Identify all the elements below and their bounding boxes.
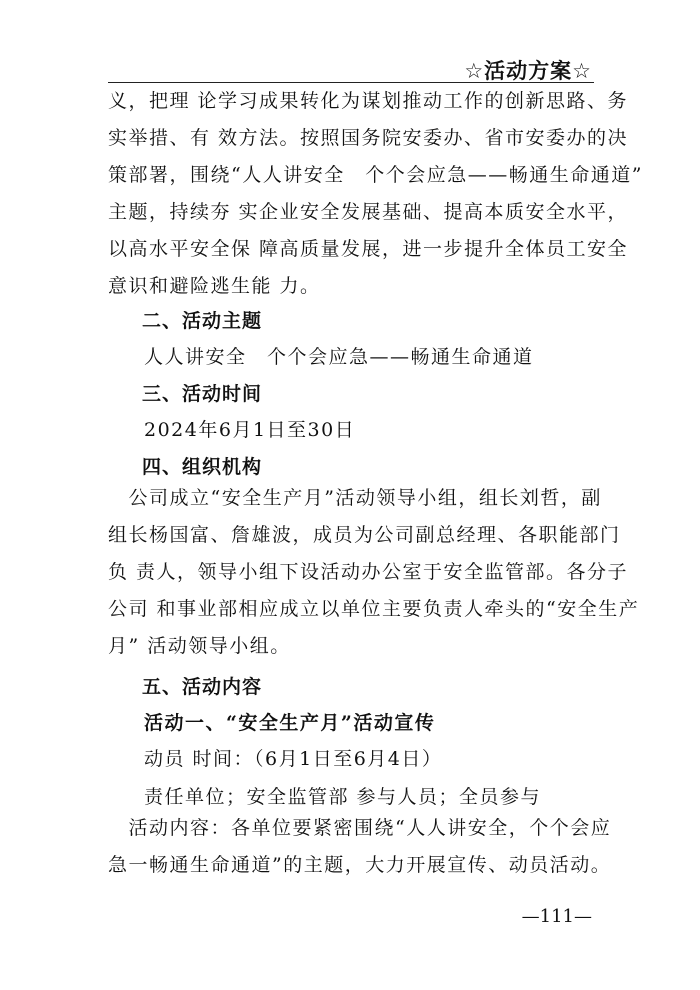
page-number: —111—: [521, 906, 592, 927]
activity-time-text: 2024年6月1日至30日: [144, 419, 356, 441]
paragraph-line: 主题，持续夯 实企业安全发展基础、提高本质安全水平，: [108, 201, 629, 223]
paragraph-line: 公司 和事业部相应成立以单位主要负责人牵头的“安全生产: [108, 598, 640, 620]
paragraph-line: 公司成立“安全生产月”活动领导小组，组长刘哲，副: [108, 487, 602, 509]
paragraph-line: 活动内容：各单位要紧密围绕“人人讲安全，个个会应: [108, 817, 612, 839]
activity-one-title: 活动一、“安全生产月”活动宣传: [144, 712, 436, 734]
mobilize-time-text: 动员 时间：（6月1日至6月4日）: [144, 748, 443, 770]
paragraph-line: 组长杨国富、詹雄波，成员为公司副总经理、各职能部门: [108, 524, 621, 546]
intro-paragraph: [108, 83, 643, 305]
responsible-unit-text: 责任单位；安全监管部 参与人员；全员参与: [144, 786, 542, 808]
paragraph-line: 以高水平安全保 障高质量发展，进一步提升全体员工安全: [108, 238, 629, 260]
section-heading-theme: 二、活动主题: [142, 310, 263, 332]
paragraph-line: 实举措、有 效方法。按照国务院安委办、省市安委办的决: [108, 127, 629, 149]
document-header-title: ☆活动方案☆: [464, 59, 592, 83]
organization-paragraph: [108, 480, 640, 665]
activity-content-paragraph: [108, 810, 612, 884]
section-heading-content: 五、活动内容: [142, 676, 263, 698]
section-heading-organization: 四、组织机构: [142, 456, 263, 478]
activity-theme-text: 人人讲安全 个个会应急——畅通生命通道: [144, 346, 534, 368]
section-heading-time: 三、活动时间: [142, 383, 263, 405]
paragraph-line: 月” 活动领导小组。: [108, 635, 291, 657]
paragraph-line: 急一畅通生命通道”的主题，大力开展宣传、动员活动。: [108, 854, 612, 876]
paragraph-line: 义，把理 论学习成果转化为谋划推动工作的创新思路、务: [108, 90, 629, 112]
paragraph-line: 意识和避险逃生能 力。: [108, 275, 321, 297]
paragraph-line: 策部署，围绕“人人讲安全 个个会应急——畅通生命通道”: [108, 164, 643, 186]
paragraph-line: 负 责人，领导小组下设活动办公室于安全监管部。各分子: [108, 561, 629, 583]
